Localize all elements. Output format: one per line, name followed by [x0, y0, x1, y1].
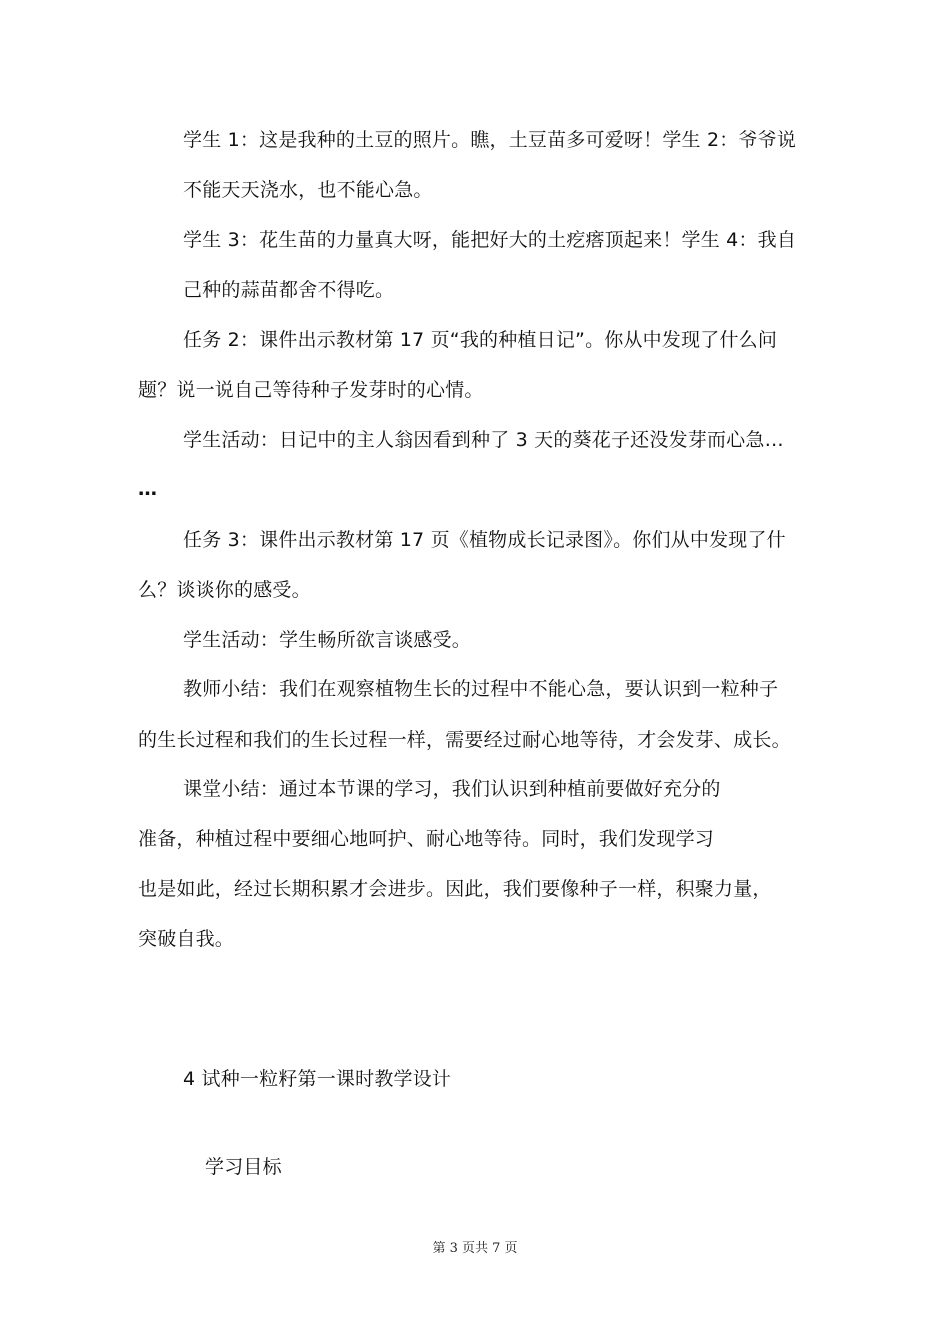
- text-line: 学生活动：日记中的主人翁因看到种了 3 天的葵花子还没发芽而心急…: [183, 429, 784, 451]
- text-line: 么？谈谈你的感受。: [138, 579, 311, 601]
- text-line: 课堂小结：通过本节课的学习，我们认识到种植前要做好充分的: [183, 778, 721, 800]
- section-title: 4 试种一粒籽第一课时教学设计: [183, 1068, 452, 1090]
- text-line: 准备，种植过程中要细心地呵护、耐心地等待。同时，我们发现学习: [138, 828, 715, 850]
- text-line: 的生长过程和我们的生长过程一样，需要经过耐心地等待，才会发芽、成长。: [138, 729, 791, 751]
- text-line: …: [138, 478, 158, 500]
- page-number: 第 3 页共 7 页: [432, 1241, 518, 1256]
- text-line: 学生 1：这是我种的土豆的照片。瞧，土豆苗多可爱呀！学生 2：爷爷说: [183, 129, 797, 151]
- section-subtitle: 学习目标: [205, 1156, 282, 1178]
- text-line: 教师小结：我们在观察植物生长的过程中不能心急，要认识到一粒种子: [183, 678, 779, 700]
- text-line: 任务 2：课件出示教材第 17 页“我的种植日记”。你从中发现了什么问: [183, 329, 778, 351]
- text-line: 任务 3：课件出示教材第 17 页《植物成长记录图》。你们从中发现了什: [183, 529, 786, 551]
- text-line: 突破自我。: [138, 928, 235, 950]
- text-line: 题？说一说自己等待种子发芽时的心情。: [138, 379, 484, 401]
- text-line: 不能天天浇水，也不能心急。: [183, 179, 433, 201]
- text-line: 己种的蒜苗都舍不得吃。: [183, 279, 395, 301]
- text-line: 也是如此，经过长期积累才会进步。因此，我们要像种子一样，积聚力量，: [138, 878, 772, 900]
- text-line: 学生活动：学生畅所欲言谈感受。: [183, 629, 472, 651]
- text-line: 学生 3：花生苗的力量真大呀，能把好大的土疙瘩顶起来！学生 4：我自: [183, 229, 797, 251]
